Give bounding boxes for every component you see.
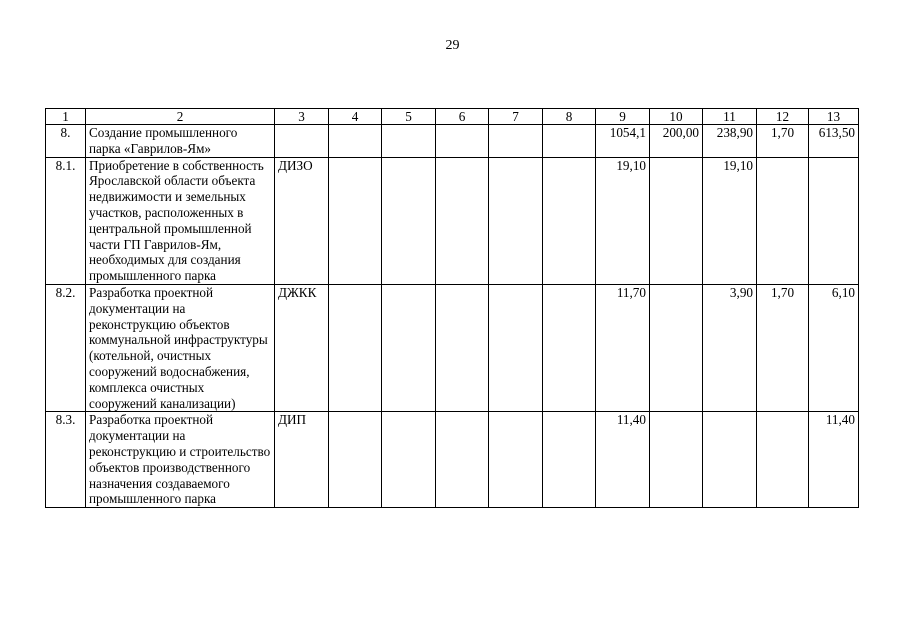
row-executor: ДЖКК — [275, 284, 329, 411]
row-col9: 1054,1 — [596, 125, 650, 158]
header-cell: 13 — [809, 109, 859, 125]
row-col7 — [489, 284, 543, 411]
row-executor: ДИП — [275, 412, 329, 508]
table-row — [46, 284, 859, 411]
row-number: 8.1. — [46, 157, 86, 284]
row-col10: 200,00 — [650, 125, 703, 158]
row-col13: 6,10 — [809, 284, 859, 411]
row-col11: 3,90 — [703, 284, 757, 411]
row-col7 — [489, 157, 543, 284]
header-cell: 9 — [596, 109, 650, 125]
row-name: Приобретение в собственность Ярославской области объекта недвижимости и земельных участков, расположенных в центральной промышленной части ГП Гаврилов-Ям, необходимых для создания промышленного парка — [86, 157, 275, 284]
row-col8 — [543, 412, 596, 508]
row-col12 — [757, 157, 809, 284]
row-col12: 1,70 — [757, 284, 809, 411]
row-col6 — [436, 412, 489, 508]
row-col13: 613,50 — [809, 125, 859, 158]
row-col7 — [489, 125, 543, 158]
row-col11 — [703, 412, 757, 508]
header-cell: 7 — [489, 109, 543, 125]
row-col8 — [543, 157, 596, 284]
header-cell: 10 — [650, 109, 703, 125]
row-name: Создание промышленного парка «Гаврилов-Ям» — [86, 125, 275, 158]
row-col4 — [329, 125, 382, 158]
row-col13 — [809, 157, 859, 284]
header-cell: 4 — [329, 109, 382, 125]
row-col4 — [329, 412, 382, 508]
row-col9: 19,10 — [596, 157, 650, 284]
row-col5 — [382, 412, 436, 508]
row-col10 — [650, 284, 703, 411]
row-col5 — [382, 125, 436, 158]
page-number: 29 — [445, 38, 460, 53]
table-row — [46, 125, 859, 158]
row-name: Разработка проектной документации на реконструкцию и строительство объектов производственного назначения создаваемого промышленного парка — [86, 412, 275, 508]
row-number: 8. — [46, 125, 86, 158]
row-executor — [275, 125, 329, 158]
row-col11: 238,90 — [703, 125, 757, 158]
row-col12 — [757, 412, 809, 508]
row-col8 — [543, 284, 596, 411]
row-col5 — [382, 157, 436, 284]
row-col6 — [436, 157, 489, 284]
header-cell: 11 — [703, 109, 757, 125]
row-number: 8.3. — [46, 412, 86, 508]
row-col11: 19,10 — [703, 157, 757, 284]
table-row — [46, 157, 859, 284]
header-cell: 1 — [46, 109, 86, 125]
row-col12: 1,70 — [757, 125, 809, 158]
header-cell: 6 — [436, 109, 489, 125]
row-col9: 11,40 — [596, 412, 650, 508]
row-number: 8.2. — [46, 284, 86, 411]
row-col6 — [436, 125, 489, 158]
header-cell: 8 — [543, 109, 596, 125]
row-col8 — [543, 125, 596, 158]
row-col6 — [436, 284, 489, 411]
row-col7 — [489, 412, 543, 508]
row-col4 — [329, 284, 382, 411]
row-col10 — [650, 157, 703, 284]
header-row — [46, 109, 859, 125]
row-executor: ДИЗО — [275, 157, 329, 284]
header-cell: 12 — [757, 109, 809, 125]
header-cell: 3 — [275, 109, 329, 125]
row-col10 — [650, 412, 703, 508]
program-table — [45, 108, 859, 508]
table-row — [46, 412, 859, 508]
row-col9: 11,70 — [596, 284, 650, 411]
row-col5 — [382, 284, 436, 411]
row-col4 — [329, 157, 382, 284]
header-cell: 5 — [382, 109, 436, 125]
row-col13: 11,40 — [809, 412, 859, 508]
header-cell: 2 — [86, 109, 275, 125]
row-name: Разработка проектной документации на реконструкцию объектов коммунальной инфраструктуры (котельной, очистных сооружений водоснабжения, комплекса очистных сооружений канализации) — [86, 284, 275, 411]
